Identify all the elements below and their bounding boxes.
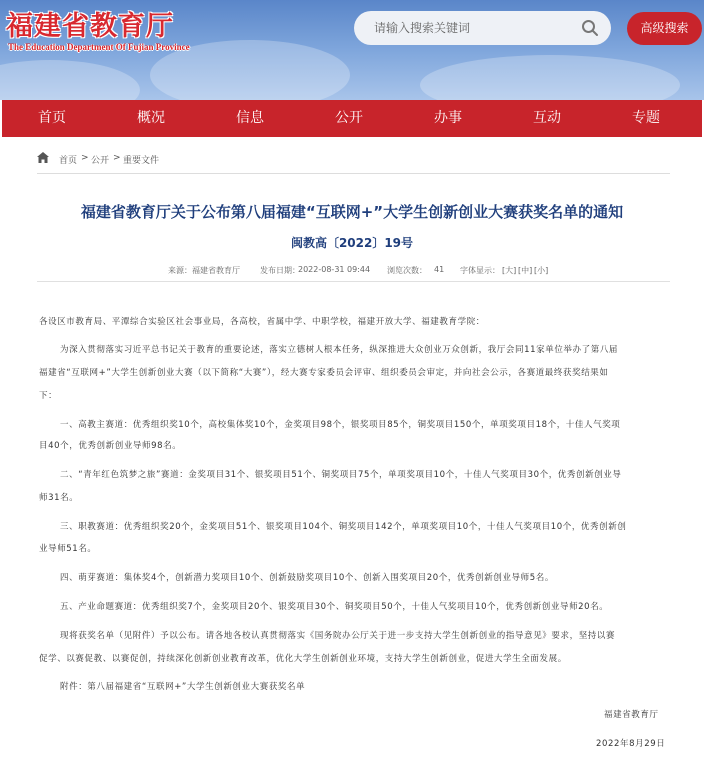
sign-date: 2022年8月29日 bbox=[596, 739, 666, 749]
breadcrumb bbox=[37, 149, 670, 174]
font-size-label: 字体显示： bbox=[460, 266, 500, 275]
paragraph-line: 师31名。 bbox=[39, 493, 79, 503]
site-logo-subtitle: The Education Department Of Fujian Province bbox=[8, 42, 190, 52]
search-box bbox=[354, 11, 611, 45]
search-input[interactable] bbox=[374, 11, 574, 45]
paragraph-line: 促学、以赛促教、以赛促创，持续深化创新创业教育改革，优化大学生创新创业环境，支持大学生创新创业，促进大学生全面发展。 bbox=[39, 654, 567, 664]
signature: 福建省教育厅 bbox=[604, 710, 659, 720]
nav-item-interaction[interactable]: 互动 bbox=[533, 110, 561, 126]
paragraph-line: 为深入贯彻落实习近平总书记关于教育的重要论述，落实立德树人根本任务，纵深推进大众创业万众创新，我厅会同11家单位举办了第八届 bbox=[60, 345, 619, 355]
breadcrumb-separator: > bbox=[81, 153, 89, 163]
breadcrumb-current[interactable]: 重要文件 bbox=[123, 156, 160, 166]
search-icon[interactable] bbox=[581, 19, 599, 37]
article-page bbox=[2, 137, 702, 757]
paragraph-line: 现将获奖名单（见附件）予以公布。请各地各校认真贯彻落实《国务院办公厅关于进一步支持大学生创新创业的指导意见》要求，坚持以赛 bbox=[60, 631, 616, 641]
header-decoration bbox=[420, 55, 680, 100]
site-logo-title[interactable]: 福建省教育厅 bbox=[6, 11, 174, 42]
paragraph-line: 福建省“互联网+”大学生创新创业大赛（以下简称“大赛”），经大赛专家委员会评审、组织委员会审定，并向社会公示，各赛道最终获奖结果如 bbox=[39, 368, 609, 378]
nav-item-overview[interactable]: 概况 bbox=[137, 110, 165, 126]
views-label: 浏览次数： bbox=[387, 266, 427, 275]
article-title: 福建省教育厅关于公布第八届福建“互联网+”大学生创新创业大赛获奖名单的通知 bbox=[80, 203, 624, 221]
nav-item-public[interactable]: 公开 bbox=[335, 110, 363, 126]
document-number: 闽教高〔2022〕19号 bbox=[290, 236, 414, 250]
paragraph-line: 五、产业命题赛道：优秀组织奖7个，金奖项目20个、银奖项目30个、铜奖项目50个，十佳人气奖项目10个，优秀创新创业导师20名。 bbox=[60, 602, 609, 612]
breadcrumb-separator: > bbox=[113, 153, 121, 163]
source-value: 福建省教育厅 bbox=[192, 266, 240, 275]
font-large-button[interactable]: [大] bbox=[502, 266, 517, 275]
breadcrumb-public[interactable]: 公开 bbox=[91, 156, 110, 166]
paragraph-line: 三、职教赛道：优秀组织奖20个，金奖项目51个、银奖项目104个、铜奖项目142个，单项奖项目10个，十佳人气奖项目10个，优秀创新创 bbox=[60, 522, 627, 532]
nav-item-home[interactable]: 首页 bbox=[38, 110, 66, 126]
nav-item-topics[interactable]: 专题 bbox=[632, 110, 660, 126]
paragraph-line: 下： bbox=[39, 391, 58, 401]
font-small-button[interactable]: [小] bbox=[534, 266, 549, 275]
home-icon bbox=[37, 152, 49, 163]
paragraph-line: 一、高教主赛道：优秀组织奖10个，高校集体奖10个，金奖项目98个，银奖项目85个，铜奖项目150个，单项奖项目18个，十佳人气奖项 bbox=[60, 420, 621, 430]
paragraph-line: 业导师51名。 bbox=[39, 544, 97, 554]
advanced-search-button[interactable]: 高级搜索 bbox=[627, 12, 702, 45]
paragraph-line: 二、“青年红色筑梦之旅”赛道：金奖项目31个、银奖项目51个、铜奖项目75个，单项奖项目10个，十佳人气奖项目30个，优秀创新创业导 bbox=[60, 470, 622, 480]
attachment-link[interactable]: 附件：第八届福建省“互联网+”大学生创新创业大赛获奖名单 bbox=[60, 682, 306, 692]
nav-item-info[interactable]: 信息 bbox=[236, 110, 264, 126]
font-medium-button[interactable]: [中] bbox=[518, 266, 533, 275]
header-decoration bbox=[0, 60, 140, 100]
date-label: 发布日期： bbox=[260, 266, 300, 275]
site-header bbox=[0, 0, 704, 100]
paragraph-line: 四、萌芽赛道：集体奖4个，创新潜力奖项目10个、创新鼓励奖项目10个、创新入围奖项目20个，优秀创新创业导师5名。 bbox=[60, 573, 554, 583]
breadcrumb-home[interactable]: 首页 bbox=[59, 156, 78, 166]
main-nav bbox=[2, 100, 702, 137]
source-label: 来源： bbox=[168, 266, 192, 275]
paragraph-line: 目40个，优秀创新创业导师98名。 bbox=[39, 441, 182, 451]
paragraph-line: 各设区市教育局、平潭综合实验区社会事业局，各高校，省属中学、中职学校，福建开放大学、福建教育学院： bbox=[39, 317, 485, 327]
divider bbox=[37, 281, 670, 282]
publish-date: 2022-08-31 09:44 bbox=[298, 265, 371, 274]
nav-item-services[interactable]: 办事 bbox=[434, 110, 462, 126]
view-count: 41 bbox=[434, 265, 445, 274]
